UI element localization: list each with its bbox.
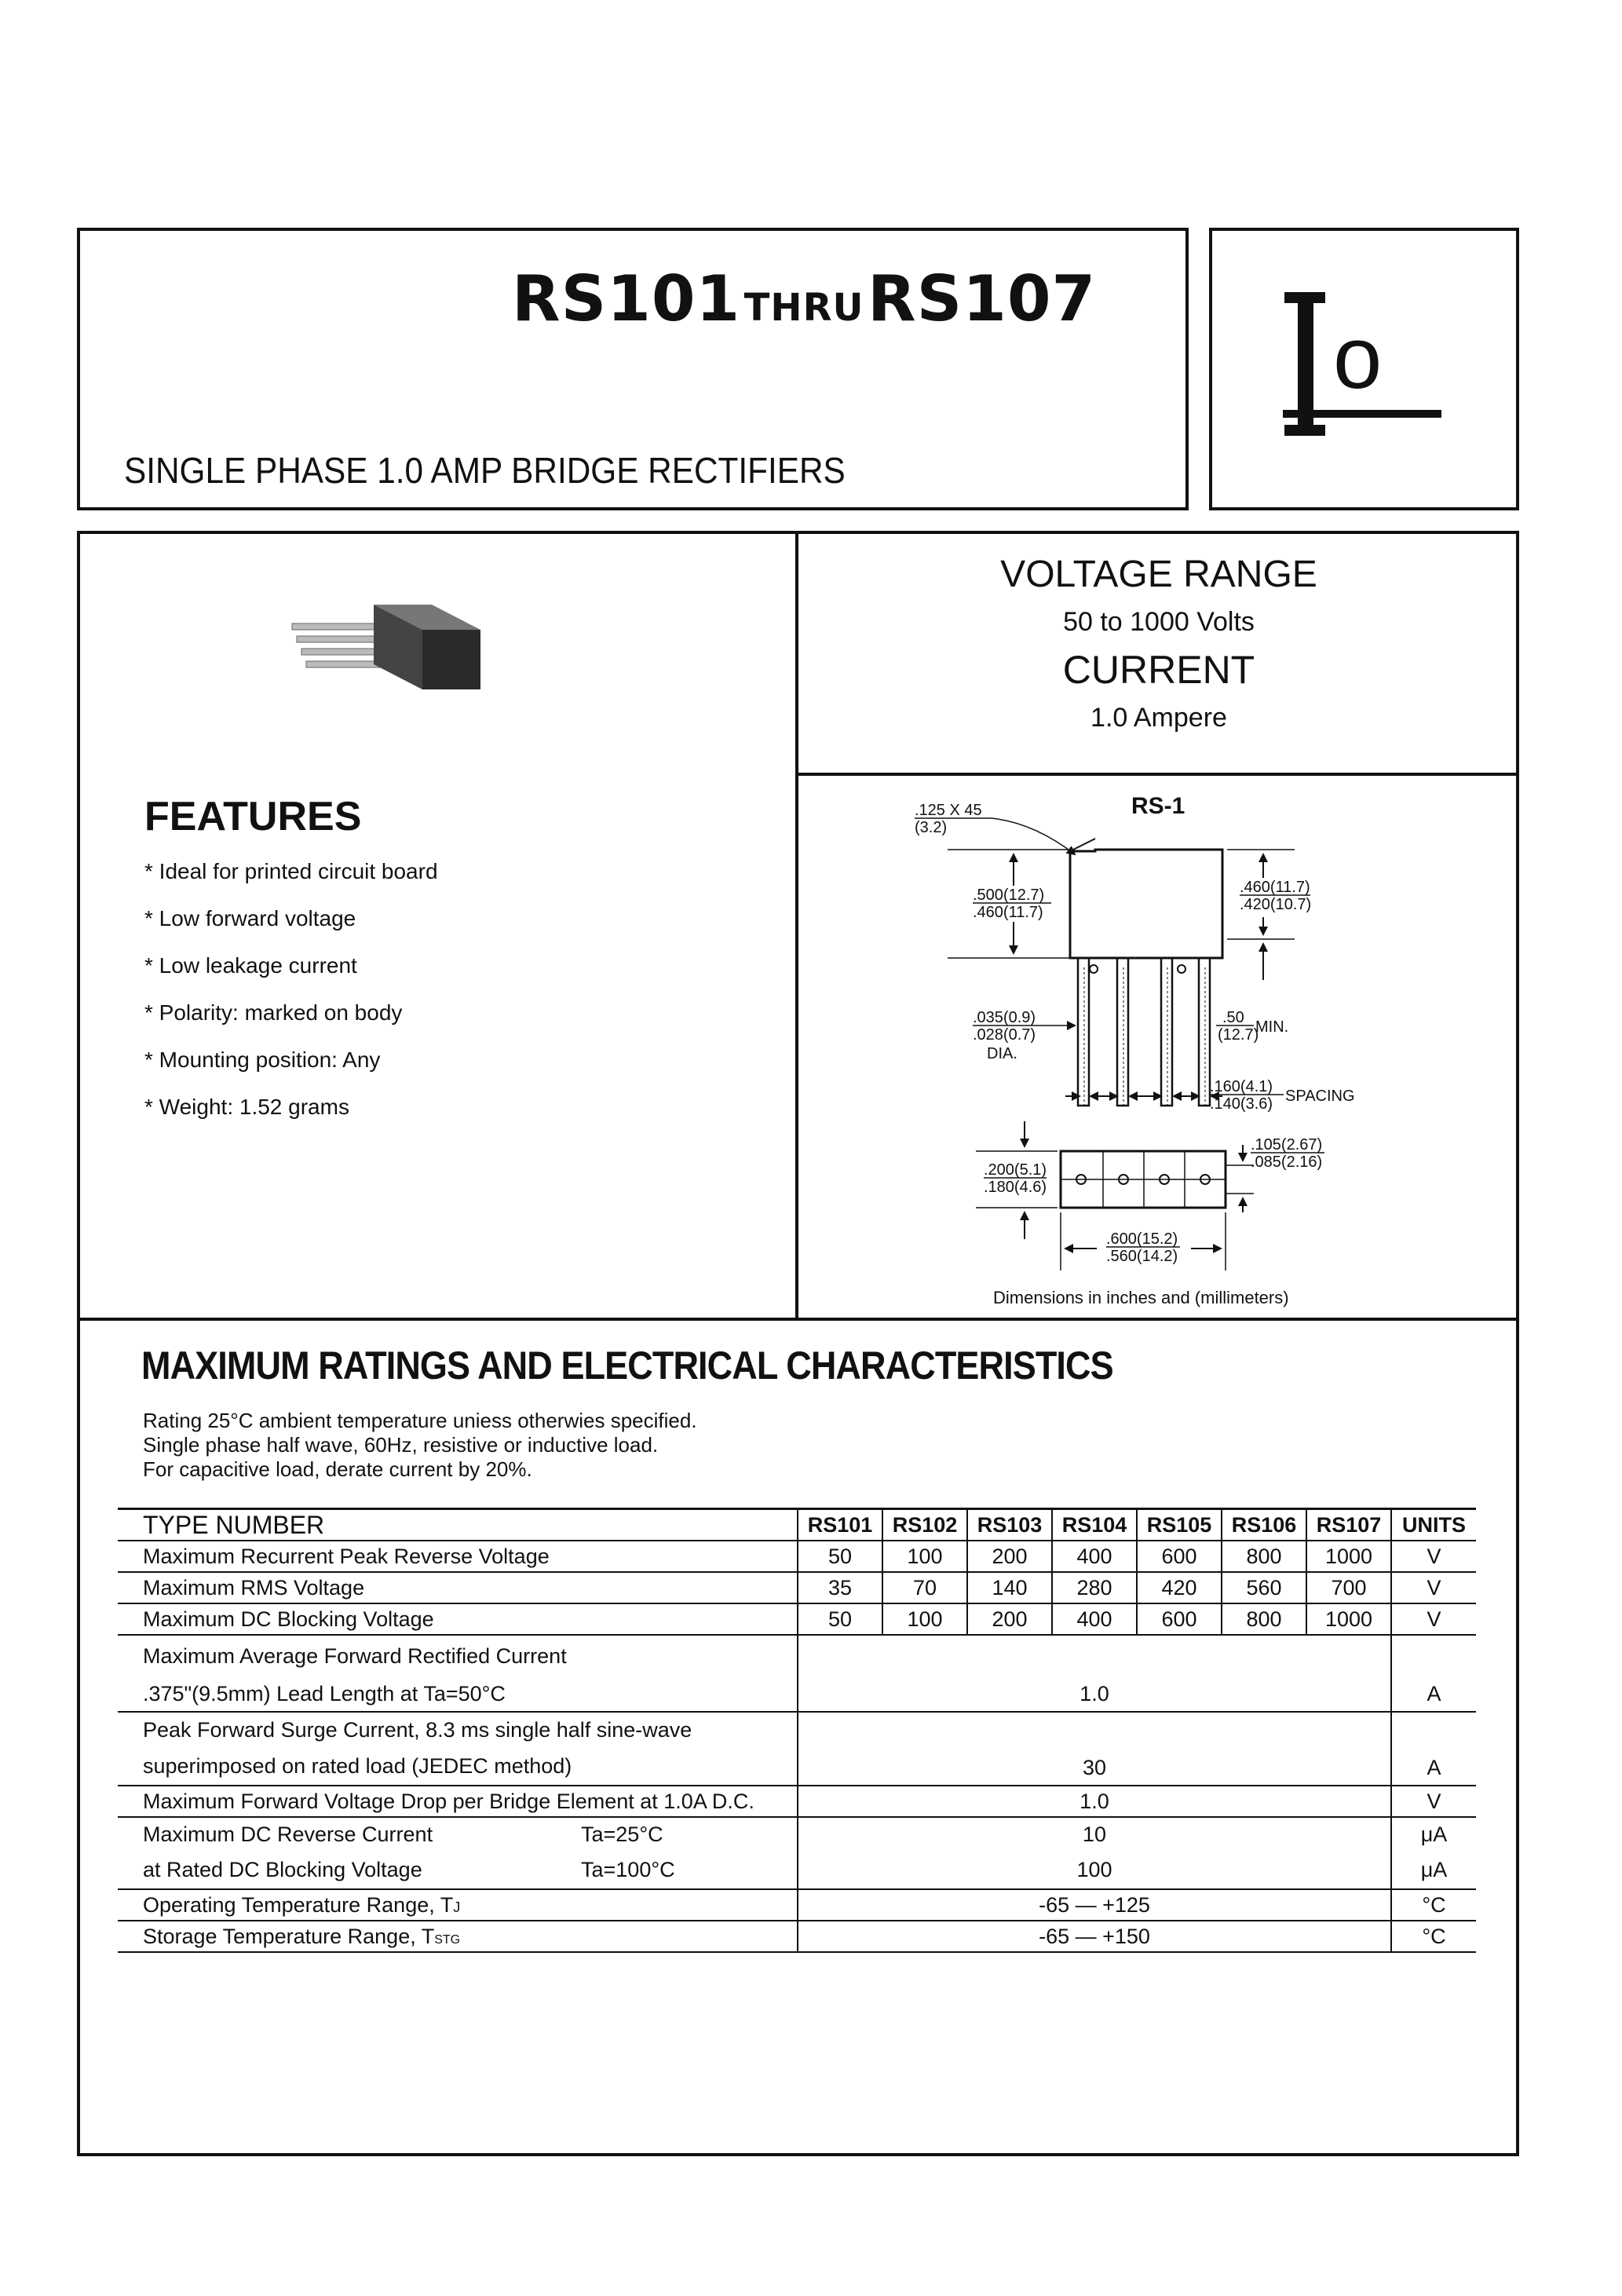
- body-height-mm: .460(11.7): [973, 904, 1043, 921]
- note-line: Single phase half wave, 60Hz, resistive or inductive load.: [143, 1433, 659, 1457]
- row-label: [118, 1712, 798, 1786]
- features-list: [144, 859, 438, 1142]
- unit-cell: °C: [1391, 1889, 1476, 1921]
- op-temp-value: -65 — +125: [798, 1889, 1391, 1921]
- subtitle: SINGLE PHASE 1.0 AMP BRIDGE RECTIFIERS: [124, 450, 846, 491]
- cell: 100: [882, 1541, 967, 1572]
- ir-unit1: μA: [1420, 1823, 1448, 1846]
- op-temp-sub: J: [453, 1899, 461, 1915]
- lead-dia-label: DIA.: [987, 1045, 1017, 1062]
- unit-cell: V: [1391, 1572, 1476, 1603]
- chamfer-mm: (3.2): [915, 819, 948, 836]
- cell: 400: [1052, 1603, 1137, 1635]
- table-row: [118, 1635, 1476, 1712]
- avg-current-line2: .375"(9.5mm) Lead Length at Ta=50°C: [143, 1682, 506, 1706]
- cell: 140: [967, 1572, 1052, 1603]
- feature-item: * Polarity: marked on body: [144, 1000, 403, 1025]
- voltage-heading: VOLTAGE RANGE: [1000, 554, 1317, 595]
- st-temp-value: -65 — +150: [798, 1921, 1391, 1952]
- thru-label: THRU: [743, 286, 864, 330]
- cell: 50: [798, 1603, 882, 1635]
- table-row: [118, 1712, 1476, 1786]
- row-label: Maximum DC Blocking Voltage: [118, 1603, 798, 1635]
- cell: 560: [1222, 1572, 1306, 1603]
- table-row: [118, 1921, 1476, 1952]
- col-header: RS102: [882, 1509, 967, 1541]
- feature-item: * Mounting position: Any: [144, 1047, 381, 1072]
- ratings-heading: MAXIMUM RATINGS AND ELECTRICAL CHARACTERISTICS: [141, 1344, 1113, 1387]
- table-row: [118, 1541, 1476, 1572]
- specs-panel: [798, 550, 1519, 740]
- row-label: Maximum Recurrent Peak Reverse Voltage: [118, 1541, 798, 1572]
- cell: 800: [1222, 1541, 1306, 1572]
- logo-box: [1209, 228, 1519, 510]
- surge-line1: Peak Forward Surge Current, 8.3 ms single half sine-wave: [143, 1718, 692, 1742]
- ratings-table: [118, 1508, 1476, 1953]
- col-header: RS103: [967, 1509, 1052, 1541]
- row-label: Maximum RMS Voltage: [118, 1572, 798, 1603]
- ir-line1-wrap: [143, 1818, 797, 1851]
- voltage-value: 50 to 1000 Volts: [1063, 607, 1255, 637]
- ir-unit2: μA: [1420, 1858, 1448, 1881]
- thickness-mm: .085(2.16): [1251, 1153, 1323, 1171]
- row-label: [118, 1817, 798, 1889]
- col-header: RS101: [798, 1509, 882, 1541]
- units-header: UNITS: [1391, 1509, 1476, 1541]
- op-temp-label: Operating Temperature Range, T: [143, 1892, 454, 1917]
- table-row: [118, 1572, 1476, 1603]
- note-line: Rating 25°C ambient temperature uniess otherwies specified.: [143, 1409, 697, 1432]
- spacing-mm: .140(3.6): [1210, 1095, 1273, 1113]
- type-label: TYPE NUMBER: [118, 1509, 798, 1541]
- cell: 50: [798, 1541, 882, 1572]
- ir-value1: 10: [1082, 1823, 1107, 1846]
- unit-cell: °C: [1391, 1921, 1476, 1952]
- table-row: [118, 1817, 1476, 1889]
- avg-current-line1: Maximum Average Forward Rectified Current: [143, 1644, 567, 1668]
- ir-line1: Maximum DC Reverse Current: [143, 1823, 433, 1846]
- cell: 1000: [1306, 1541, 1391, 1572]
- lead-length-in: .50: [1222, 1009, 1244, 1026]
- ir-value2: 100: [1076, 1858, 1112, 1881]
- spacing-label: SPACING: [1285, 1088, 1355, 1105]
- row-label: [118, 1921, 798, 1952]
- feature-item: * Low leakage current: [144, 953, 357, 978]
- unit-cell: V: [1391, 1541, 1476, 1572]
- cell: 200: [967, 1603, 1052, 1635]
- feature-item: * Ideal for printed circuit board: [144, 859, 438, 883]
- unit-cell: A: [1391, 1712, 1476, 1786]
- ir-line2-wrap: [143, 1851, 797, 1888]
- col-header: RS104: [1052, 1509, 1137, 1541]
- feature-item: * Low forward voltage: [144, 906, 356, 930]
- cell: 700: [1306, 1572, 1391, 1603]
- current-value: 1.0 Ampere: [1090, 703, 1227, 733]
- depth-in: .200(5.1): [984, 1161, 1047, 1179]
- ratings-notes: [143, 1409, 697, 1482]
- current-heading: CURRENT: [1062, 648, 1255, 692]
- table-row: [118, 1603, 1476, 1635]
- ir-line2: at Rated DC Blocking Voltage: [143, 1858, 422, 1881]
- cell: 35: [798, 1572, 882, 1603]
- avg-current-value: 1.0: [798, 1635, 1391, 1712]
- chamfer-label: .125 X 45: [915, 802, 982, 819]
- row-label: Maximum Forward Voltage Drop per Bridge Element at 1.0A D.C.: [118, 1786, 798, 1817]
- part-first: RS101: [512, 262, 741, 335]
- note-line: For capacitive load, derate current by 20%.: [143, 1457, 532, 1481]
- right-height-in: .460(11.7): [1240, 879, 1310, 896]
- middle-divider-bottom: [77, 1318, 1519, 1321]
- row-label: [118, 1889, 798, 1921]
- col-header: RS106: [1222, 1509, 1306, 1541]
- unit-cell: V: [1391, 1603, 1476, 1635]
- right-height-mm: .420(10.7): [1240, 896, 1312, 913]
- width-mm: .560(14.2): [1106, 1248, 1178, 1265]
- st-temp-label: Storage Temperature Range, T: [143, 1924, 435, 1948]
- cell: 70: [882, 1572, 967, 1603]
- dimension-drawing: [798, 776, 1519, 1318]
- unit-cell: V: [1391, 1786, 1476, 1817]
- header-row: [118, 1509, 1476, 1541]
- cell: 400: [1052, 1541, 1137, 1572]
- feature-item: * Weight: 1.52 grams: [144, 1095, 349, 1119]
- ir-values: [798, 1817, 1391, 1889]
- unit-cell: A: [1391, 1635, 1476, 1712]
- cell: 600: [1137, 1603, 1222, 1635]
- width-in: .600(15.2): [1106, 1230, 1178, 1248]
- vf-value: 1.0: [798, 1786, 1391, 1817]
- cell: 600: [1137, 1541, 1222, 1572]
- surge-line2: superimposed on rated load (JEDEC method): [143, 1754, 572, 1778]
- lead-length-min: MIN.: [1255, 1018, 1289, 1036]
- cell: 800: [1222, 1603, 1306, 1635]
- features-heading: FEATURES: [144, 794, 362, 839]
- package-name: RS-1: [1131, 793, 1185, 819]
- component-illustration: [283, 597, 487, 699]
- ir-cond1: Ta=25°C: [581, 1823, 663, 1846]
- dimension-caption: Dimensions in inches and (millimeters): [993, 1288, 1289, 1307]
- logo-letter: o: [1333, 309, 1383, 407]
- lead-dia-mm: .028(0.7): [973, 1026, 1036, 1044]
- body-height-in: .500(12.7): [973, 887, 1045, 904]
- ir-cond2: Ta=100°C: [581, 1858, 675, 1881]
- col-header: RS105: [1137, 1509, 1222, 1541]
- spacing-in: .160(4.1): [1210, 1078, 1273, 1095]
- io-logo: [1212, 231, 1516, 507]
- cell: 100: [882, 1603, 967, 1635]
- col-header: RS107: [1306, 1509, 1391, 1541]
- table-row: [118, 1889, 1476, 1921]
- part-number-title: [512, 262, 1096, 335]
- lead-length-mm: (12.7): [1218, 1026, 1259, 1044]
- cell: 280: [1052, 1572, 1137, 1603]
- title-box: [77, 228, 1189, 510]
- ir-units: [1391, 1817, 1476, 1889]
- thickness-in: .105(2.67): [1251, 1136, 1323, 1153]
- cell: 200: [967, 1541, 1052, 1572]
- cell: 420: [1137, 1572, 1222, 1603]
- cell: 1000: [1306, 1603, 1391, 1635]
- st-temp-sub: STG: [434, 1932, 461, 1947]
- surge-value: 30: [798, 1712, 1391, 1786]
- part-last: RS107: [867, 262, 1097, 335]
- table-row: [118, 1786, 1476, 1817]
- lead-dia-in: .035(0.9): [973, 1009, 1036, 1026]
- row-label: [118, 1635, 798, 1712]
- depth-mm: .180(4.6): [984, 1179, 1047, 1196]
